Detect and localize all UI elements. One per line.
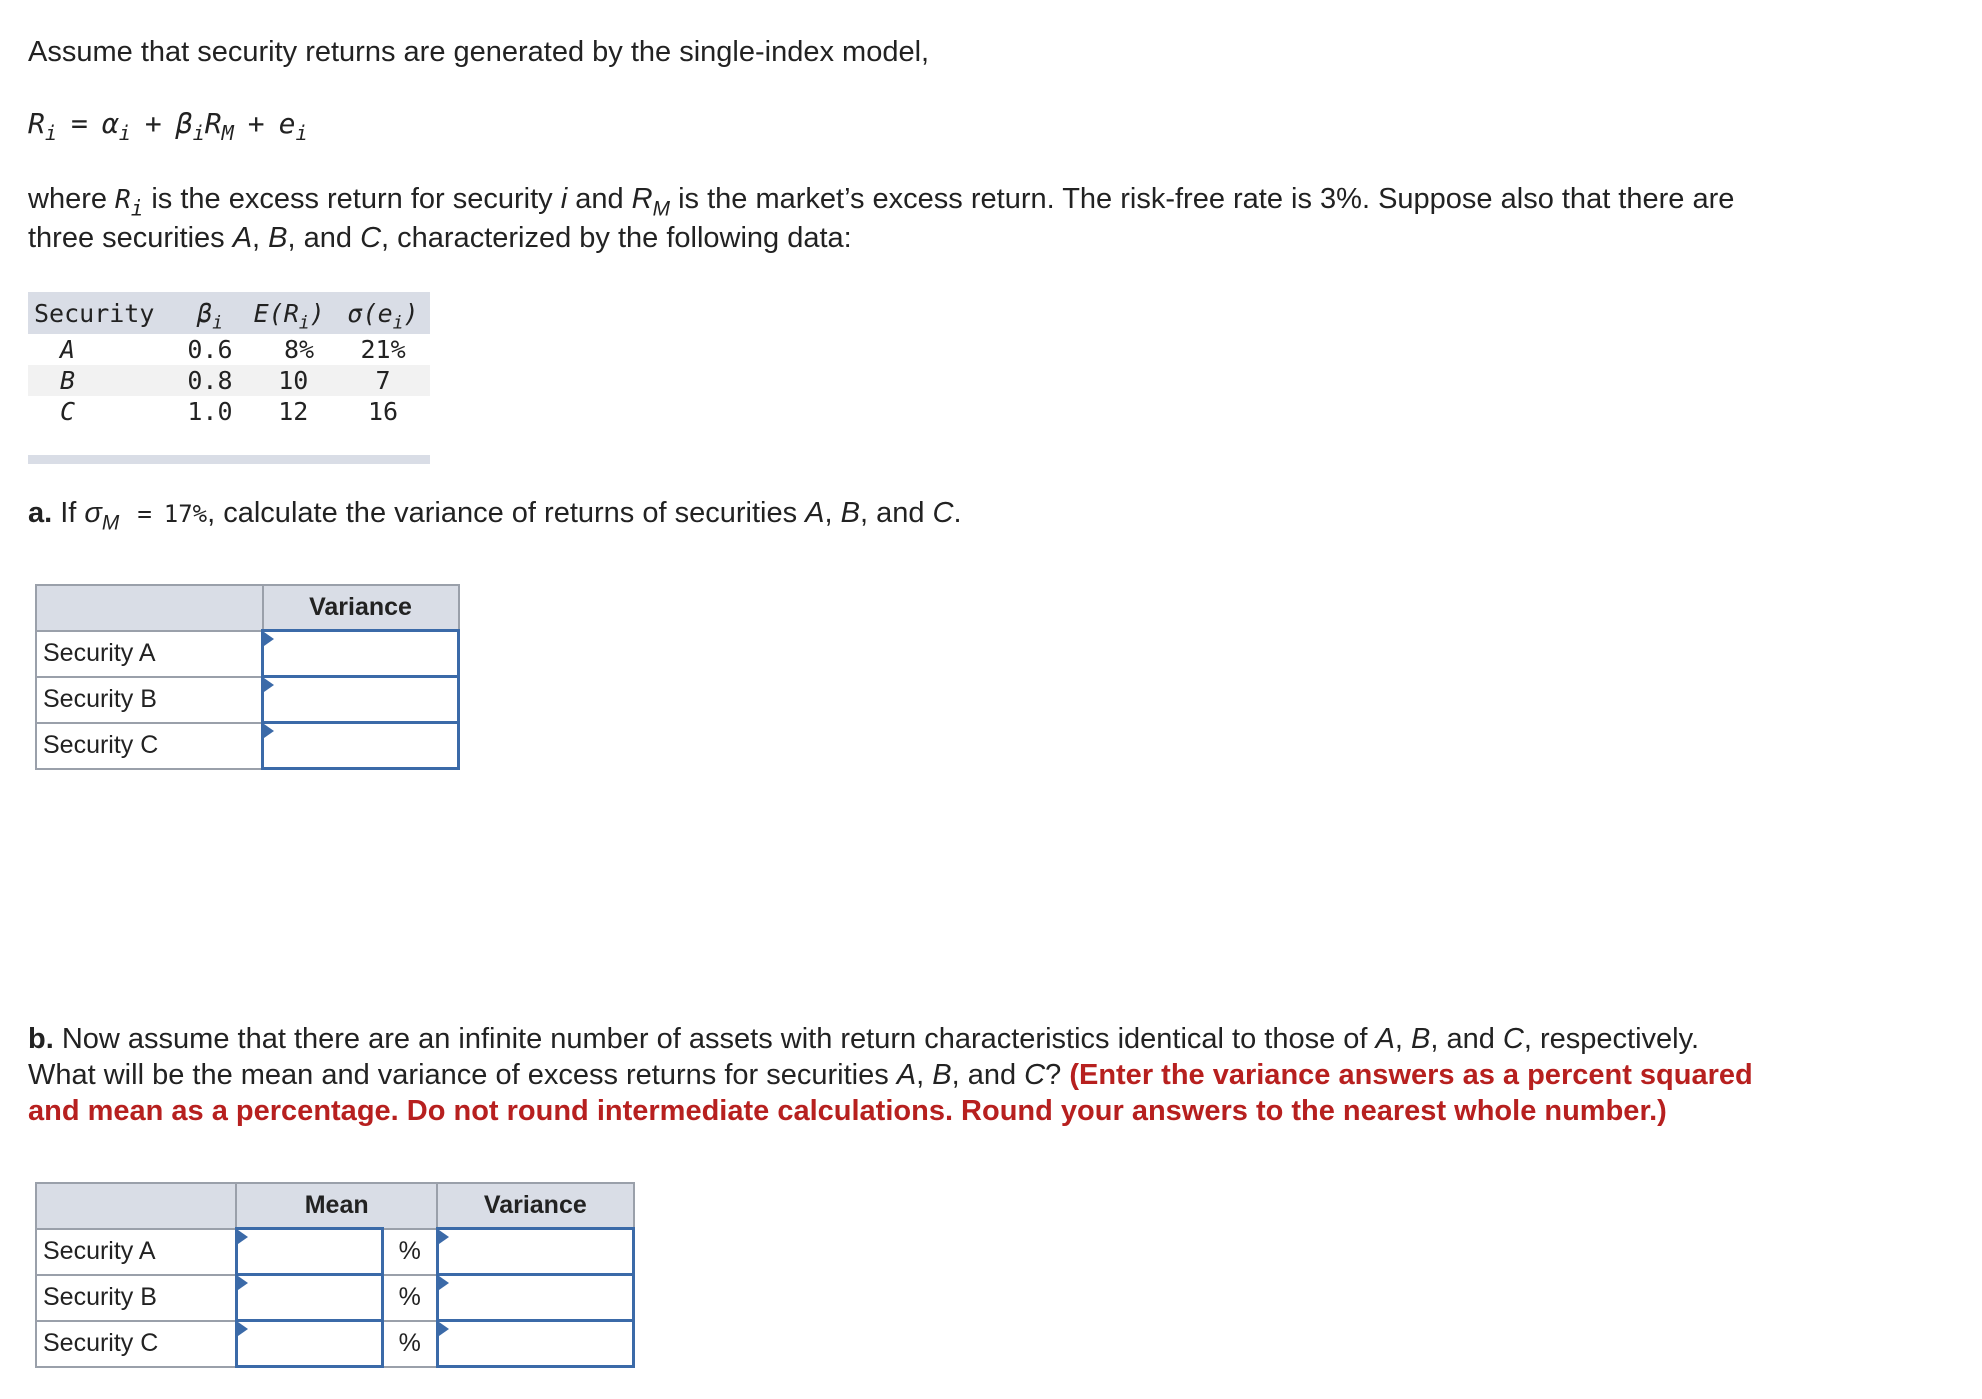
formula-alpha: α — [101, 107, 119, 140]
input-flag-icon — [264, 724, 274, 738]
table-row — [36, 1321, 634, 1367]
desc-B: B — [268, 222, 288, 254]
part-b-line-2 — [28, 1057, 1753, 1093]
table-row — [36, 1275, 634, 1321]
answer-table-header — [36, 1183, 634, 1229]
part-b-line2a: What will be the mean and variance of excess returns for securities — [28, 1059, 897, 1091]
table-row — [36, 677, 459, 723]
variance-input-cell — [263, 631, 459, 677]
percent-unit: % — [382, 1275, 437, 1321]
header-sig-pre: σ(e — [347, 298, 393, 328]
desc-RM-sub: M — [652, 197, 671, 221]
cell-beta: 0.6 — [187, 335, 233, 364]
formula-sub-i: i — [44, 121, 57, 146]
part-b-line1b: , respectively. — [1523, 1023, 1700, 1055]
data-row — [28, 365, 430, 396]
description-line-2 — [28, 219, 1734, 257]
desc-and: , and — [287, 222, 361, 254]
header-residual-sd — [336, 292, 430, 334]
input-flag-icon — [238, 1276, 248, 1290]
variance-answer-table — [35, 584, 460, 770]
part-a-text-1: If — [52, 497, 85, 529]
row-label: Security C — [36, 723, 263, 769]
header-empty — [36, 1183, 236, 1229]
input-flag-icon — [439, 1230, 449, 1244]
mean-input-security-a[interactable] — [238, 1230, 381, 1273]
part-a-c2: , and — [859, 497, 933, 529]
cell-sigma: 21% — [360, 335, 406, 364]
desc-text-1: is the excess return for security — [143, 183, 561, 215]
part-b-line-3 — [28, 1093, 1753, 1129]
data-table-footer-bar — [28, 455, 430, 464]
part-b-line-1 — [28, 1021, 1753, 1057]
cell-er: 12 — [278, 397, 309, 426]
part-a-c1: , — [824, 497, 841, 529]
answer-table-header — [36, 585, 459, 631]
formula-plus-1: + — [144, 107, 162, 140]
data-row — [28, 396, 430, 427]
part-b-q: ? — [1045, 1059, 1070, 1091]
variance-input-security-c[interactable] — [439, 1322, 632, 1365]
header-er-sub: i — [298, 311, 310, 333]
header-expected-return — [242, 292, 336, 334]
header-empty — [36, 585, 263, 631]
variance-input-cell — [263, 677, 459, 723]
formula-RM: R — [204, 107, 222, 140]
cell-sigma: 7 — [336, 365, 430, 396]
desc-where: where — [28, 183, 116, 215]
formula-sub-i-2: i — [118, 121, 131, 146]
variance-input-security-b[interactable] — [264, 678, 457, 721]
formula-plus-2: + — [247, 107, 265, 140]
row-label: Security B — [36, 1275, 236, 1321]
header-sig-sub: i — [392, 311, 404, 333]
cell-beta: 1.0 — [187, 397, 233, 426]
row-label: Security C — [36, 1321, 236, 1367]
desc-Ri: R — [115, 185, 131, 215]
percent-unit: % — [382, 1229, 437, 1275]
header-sig-post: ) — [403, 298, 419, 328]
desc-Ri-sub: i — [130, 196, 144, 221]
input-flag-icon — [238, 1322, 248, 1336]
desc-line2a: three securities — [28, 222, 233, 254]
part-a-end: . — [953, 497, 962, 529]
part-b-line1a: Now assume that there are an infinite number of assets with return characteristics identical to those of — [53, 1023, 1376, 1055]
part-a-value: 17% — [163, 500, 208, 528]
cell-er: 10 — [242, 365, 336, 396]
row-label: Security A — [36, 631, 263, 677]
part-a-C: C — [932, 497, 954, 529]
variance-input-cell — [437, 1275, 633, 1321]
single-index-formula — [28, 107, 308, 146]
row-label: Security B — [36, 677, 263, 723]
part-b-instructions-2: and mean as a percentage. Do not round intermediate calculations. Round your answers to the nearest whole number.) — [28, 1095, 1667, 1127]
cell-er: 8% — [284, 335, 315, 364]
formula-sub-M: M — [221, 121, 234, 146]
formula-e: e — [278, 107, 296, 140]
part-b-c2: , and — [1430, 1023, 1503, 1055]
data-table-header — [28, 292, 430, 334]
mean-input-cell — [236, 1229, 382, 1275]
variance-input-security-b[interactable] — [439, 1276, 632, 1319]
input-flag-icon — [264, 632, 274, 646]
mean-input-security-c[interactable] — [238, 1322, 381, 1365]
part-b-question — [28, 1021, 1753, 1129]
table-row — [36, 723, 459, 769]
part-a-B: B — [840, 497, 860, 529]
cell-security: A — [60, 335, 76, 364]
input-flag-icon — [238, 1230, 248, 1244]
table-row — [36, 1229, 634, 1275]
data-row — [28, 334, 430, 365]
variance-input-cell — [263, 723, 459, 769]
variance-input-security-a[interactable] — [439, 1230, 632, 1273]
formula-equals: = — [71, 107, 88, 140]
security-data-table — [28, 292, 430, 464]
desc-A: A — [232, 222, 253, 254]
formula-R: R — [28, 107, 45, 140]
intro-text — [28, 33, 929, 71]
part-b-C2: C — [1024, 1059, 1046, 1091]
percent-unit: % — [382, 1321, 437, 1367]
header-security-text: Security — [34, 298, 155, 328]
part-a-text-2: , calculate the variance of returns of securities — [207, 497, 806, 529]
part-a-sigma: σ — [84, 497, 102, 529]
header-mean: Mean — [236, 1183, 437, 1229]
input-flag-icon — [439, 1276, 449, 1290]
part-a-eq: = — [137, 500, 152, 528]
intro-line: Assume that security returns are generated by the single-index model, — [28, 36, 930, 68]
part-a-label: a. — [28, 497, 53, 529]
part-a-sub: M — [101, 511, 120, 535]
header-beta — [178, 292, 243, 334]
variance-input-cell — [437, 1321, 633, 1367]
formula-beta: β — [175, 107, 193, 140]
desc-text-3: is the market’s excess return. The risk-free rate is 3%. Suppose also that there are — [670, 183, 1735, 215]
formula-sub-i-4: i — [295, 121, 308, 146]
input-flag-icon — [439, 1322, 449, 1336]
header-beta-sub: i — [212, 311, 223, 333]
part-a-question — [28, 494, 962, 533]
part-b-c3: , — [916, 1059, 933, 1091]
data-table-spacer — [28, 427, 430, 455]
part-b-label: b. — [28, 1023, 54, 1055]
desc-line2b: , characterized by the following data: — [381, 222, 852, 254]
part-b-c4: , and — [951, 1059, 1025, 1091]
mean-input-cell — [236, 1275, 382, 1321]
header-beta-sym: β — [197, 298, 213, 328]
mean-input-security-b[interactable] — [238, 1276, 381, 1319]
part-a-A: A — [805, 497, 825, 529]
desc-RM: R — [631, 183, 653, 215]
part-b-A2: A — [896, 1059, 917, 1091]
description-line-1 — [28, 180, 1734, 219]
part-b-c1: , — [1394, 1023, 1412, 1055]
mean-input-cell — [236, 1321, 382, 1367]
header-security — [28, 292, 178, 334]
mean-variance-answer-table — [35, 1182, 635, 1368]
variance-input-security-a[interactable] — [264, 632, 457, 675]
part-b-B2: B — [932, 1059, 952, 1091]
variance-input-security-c[interactable] — [264, 724, 457, 767]
cell-security: B — [28, 365, 178, 396]
desc-C: C — [360, 222, 382, 254]
header-er-post: ) — [309, 298, 325, 328]
table-row — [36, 631, 459, 677]
part-b-B1: B — [1411, 1023, 1431, 1055]
cell-beta: 0.8 — [178, 365, 243, 396]
variance-input-cell — [437, 1229, 633, 1275]
formula-sub-i-3: i — [192, 121, 205, 146]
header-variance: Variance — [437, 1183, 633, 1229]
header-variance: Variance — [263, 585, 459, 631]
desc-comma: , — [252, 222, 269, 254]
part-b-C1: C — [1502, 1023, 1524, 1055]
cell-sigma: 16 — [368, 397, 399, 426]
input-flag-icon — [264, 678, 274, 692]
cell-security: C — [60, 397, 76, 426]
part-b-instructions-1: (Enter the variance answers as a percent squared — [1069, 1059, 1753, 1091]
row-label: Security A — [36, 1229, 236, 1275]
desc-text-2: and — [567, 183, 632, 215]
description-paragraph — [28, 180, 1734, 257]
part-b-A1: A — [1375, 1023, 1395, 1055]
desc-i: i — [560, 183, 568, 215]
header-er-pre: E(R — [253, 298, 299, 328]
